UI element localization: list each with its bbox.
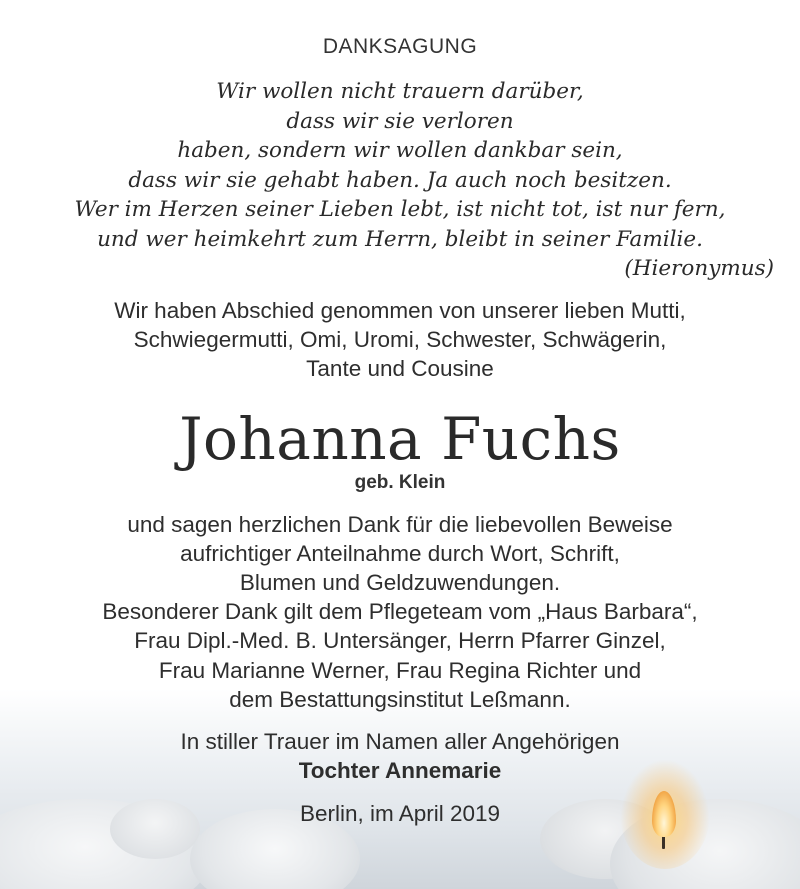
candle-wick [662, 835, 665, 849]
thanks-line: Besonderer Dank gilt dem Pflegeteam vom „Haus Barbara“, [102, 599, 698, 625]
quote-line: Wir wollen nicht trauern darüber, [216, 79, 584, 104]
thanks-line: Blumen und Geldzuwendungen. [239, 569, 561, 595]
thanks-line: Frau Dipl.-Med. B. Untersänger, Herrn Pfarrer Ginzel, [134, 628, 666, 654]
quote-line: Wer im Herzen seiner Lieben lebt, ist nicht tot, ist nur fern, [74, 197, 726, 222]
maiden-name: geb. Klein [354, 471, 446, 493]
place-date: Berlin, im April 2019 [299, 800, 501, 826]
quote-line: und wer heimkehrt zum Herrn, bleibt in seiner Familie. [97, 226, 703, 252]
quote-line: haben, sondern wir wollen dankbar sein, [177, 138, 623, 163]
intro-line: Schwiegermutti, Omi, Uromi, Schwester, Schwägerin, [133, 326, 667, 352]
thanks-line: aufrichtiger Anteilnahme durch Wort, Schrift, [180, 540, 620, 566]
thanks-line: dem Bestattungsinstitut Leßmann. [229, 686, 571, 712]
signer-name: Tochter Annemarie [298, 757, 502, 783]
intro-line: Tante und Cousine [306, 355, 494, 381]
deceased-name: Johanna Fuchs [179, 404, 621, 473]
quote-line: dass wir sie verloren [286, 108, 514, 134]
thanks-line: Frau Marianne Werner, Frau Regina Richter und [158, 657, 642, 683]
quote-block [0, 77, 800, 284]
closing-block [0, 727, 800, 828]
intro-line: Wir haben Abschied genommen von unserer lieben Mutti, [114, 297, 686, 323]
quote-source: (Hieronymus) [624, 256, 774, 281]
notice-heading: DANKSAGUNG [322, 35, 478, 58]
intro-paragraph [0, 296, 800, 383]
thanks-paragraph [0, 510, 800, 714]
thanks-line: und sagen herzlichen Dank für die liebevollen Beweise [127, 511, 673, 537]
quote-line: dass wir sie gehabt haben. Ja auch noch besitzen. [128, 167, 672, 193]
closing-line: In stiller Trauer im Namen aller Angehörigen [180, 728, 620, 754]
